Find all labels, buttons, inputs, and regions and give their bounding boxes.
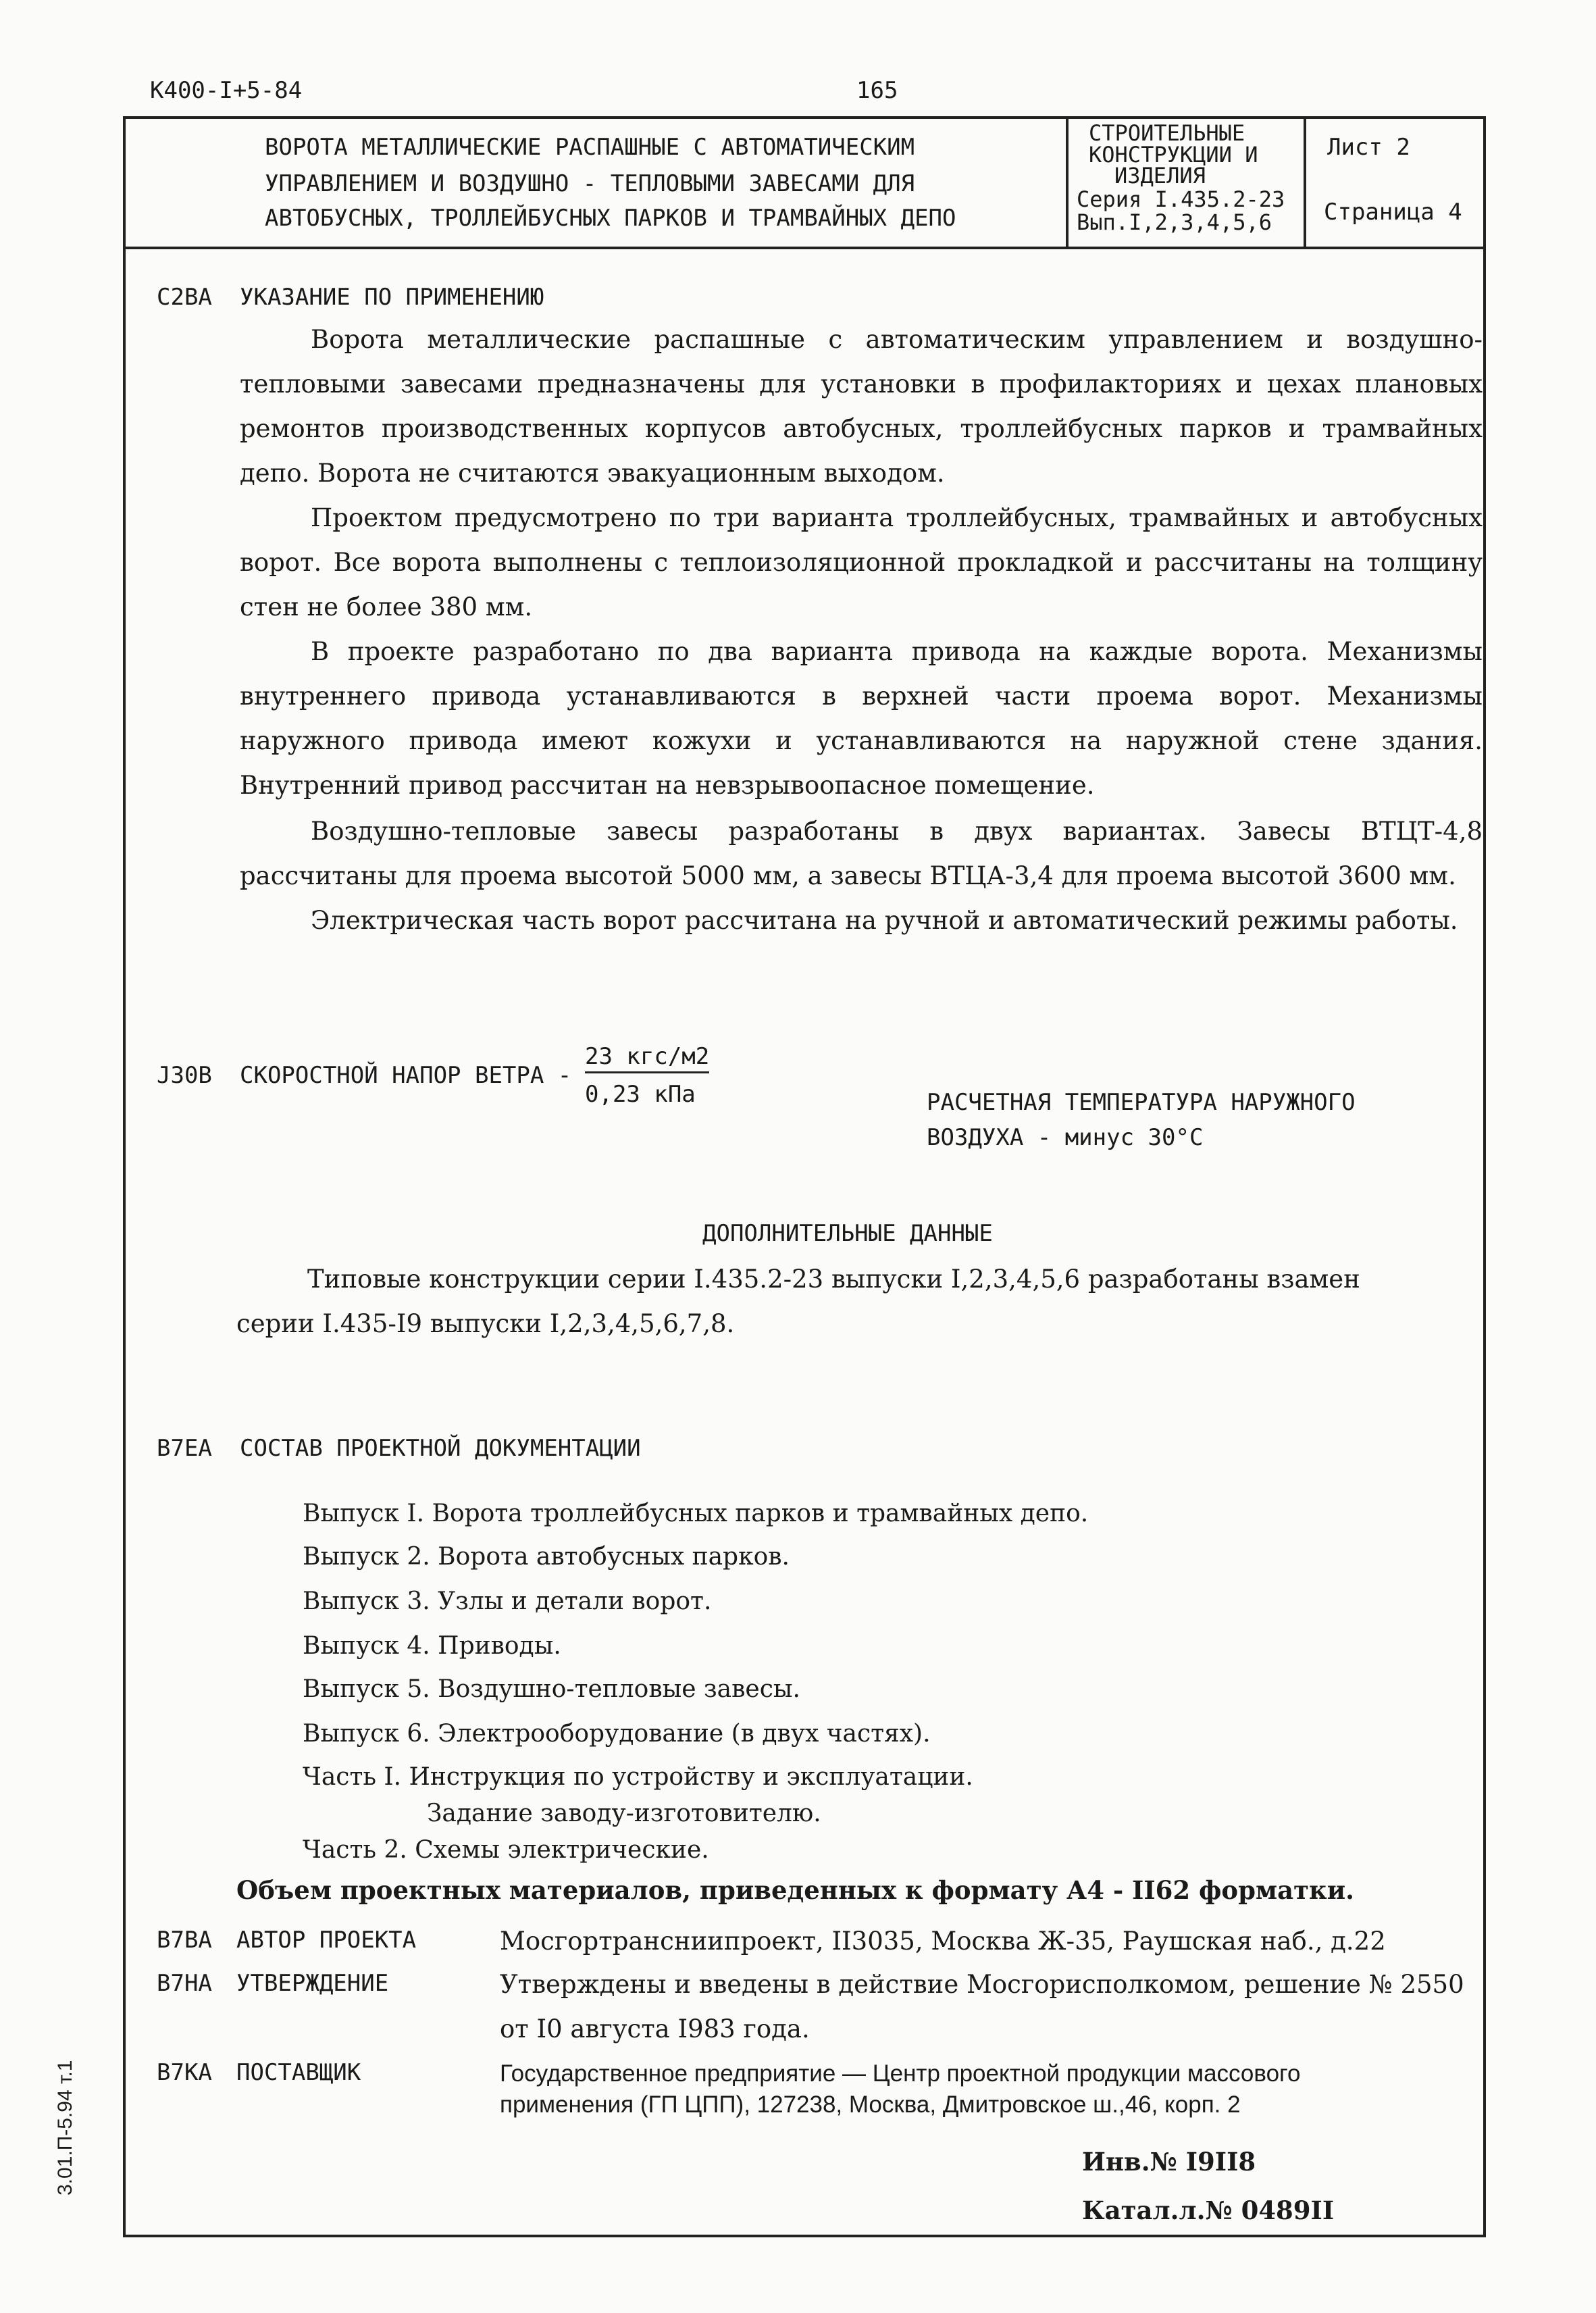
section-code-composition: В7ЕА	[157, 1435, 212, 1462]
additional-data-heading: ДОПОЛНИТЕЛЬНЫЕ ДАННЫЕ	[702, 1220, 993, 1247]
document-code: К400-I+5-84	[150, 77, 303, 104]
supplier-label: ПОСТАВЩИК	[236, 2059, 361, 2086]
list-item: Выпуск 2. Ворота автобусных парков.	[303, 1543, 790, 1571]
title-block-separator	[1304, 116, 1306, 248]
list-item: Выпуск I. Ворота троллейбусных парков и трамвайных депо.	[303, 1500, 1089, 1527]
list-item: Выпуск 6. Электрооборудование (в двух частях).	[303, 1720, 931, 1748]
list-item: Выпуск 5. Воздушно-тепловые завесы.	[303, 1675, 800, 1703]
page-label: Страница 4	[1324, 199, 1462, 226]
wind-value-kgs: 23 кгс/м2	[585, 1043, 709, 1073]
title-line: ВОРОТА МЕТАЛЛИЧЕСКИЕ РАСПАШНЫЕ С АВТОМАТИЧЕСКИМ	[265, 134, 915, 161]
temperature-value	[927, 1124, 1203, 1151]
title-block-divider	[123, 247, 1486, 249]
wind-value-kpa: 0,23 кПа	[585, 1081, 696, 1108]
list-item: Часть 2. Схемы электрические.	[303, 1836, 709, 1864]
section-heading-composition: СОСТАВ ПРОЕКТНОЙ ДОКУМЕНТАЦИИ	[240, 1435, 641, 1462]
list-item: Часть I. Инструкция по устройству и эксплуатации.	[303, 1763, 973, 1791]
page-number: 165	[856, 77, 898, 104]
section-code-usage: С2ВА	[157, 284, 212, 311]
supplier-value: Государственное предприятие — Центр проектной продукции массового	[500, 2060, 1301, 2087]
materials-volume: Объем проектных материалов, приведенных к формату А4 - II62 форматки.	[236, 1875, 1355, 1905]
section-code-supplier: В7КА	[157, 2059, 212, 2086]
author-label: АВТОР ПРОЕКТА	[236, 1927, 417, 1954]
list-item: Выпуск 3. Узлы и детали ворот.	[303, 1587, 712, 1615]
catalog-sheet-number: Катал.л.№ 0489II	[1082, 2195, 1335, 2225]
temperature-unit: °С	[1175, 1124, 1204, 1151]
section-heading-usage: УКАЗАНИЕ ПО ПРИМЕНЕНИЮ	[240, 284, 544, 311]
title-line: УПРАВЛЕНИЕМ И ВОЗДУШНО - ТЕПЛОВЫМИ ЗАВЕСАМИ ДЛЯ	[265, 170, 915, 197]
list-item: Выпуск 4. Приводы.	[303, 1632, 561, 1660]
section-code-author: В7ВА	[157, 1927, 212, 1954]
usage-paragraph: Ворота металлические распашные с автоматическим управлением и воздушно-тепловыми завесами предназначены для установки в профилакториях и цехах плановых ремонтов производственных корпусов автобусных, троллейбусных парков и трамвайных депо. Ворота не считаются эвакуационным выходом.	[240, 325, 1483, 488]
supplier-address: применения (ГП ЦПП), 127238, Москва, Дмитровское ш.,46, корп. 2	[500, 2091, 1241, 2118]
sheet-number: Лист 2	[1327, 134, 1410, 161]
section-code-approval: В7НА	[157, 1970, 212, 1997]
category-line: СТРОИТЕЛЬНЫЕ	[1089, 120, 1245, 146]
series-number: Серия I.435.2-23	[1077, 186, 1285, 212]
list-item: Задание заводу-изготовителю.	[427, 1800, 821, 1827]
approval-value: Утверждены и введены в действие Мосгорисполкомом, решение № 2550	[500, 1970, 1464, 1999]
category-line: ИЗДЕЛИЯ	[1114, 163, 1206, 188]
title-line: АВТОБУСНЫХ, ТРОЛЛЕЙБУСНЫХ ПАРКОВ И ТРАМВАЙНЫХ ДЕПО	[265, 205, 956, 232]
additional-data-line: Типовые конструкции серии I.435.2-23 выпуски I,2,3,4,5,6 разработаны взамен	[307, 1265, 1360, 1294]
temperature-text: ВОЗДУХА - минус 30	[927, 1124, 1176, 1151]
usage-paragraph: Воздушно-тепловые завесы разработаны в двух вариантах. Завесы ВТЦТ-4,8 рассчитаны для проема высотой 5000 мм, а завесы ВТЦА-3,4 для проема высотой 3600 мм.	[240, 817, 1483, 890]
author-value: Мосгортрансниипроект, II3035, Москва Ж-35, Раушская наб., д.22	[500, 1927, 1386, 1956]
section-code-wind: J30В	[157, 1062, 212, 1089]
category-line: КОНСТРУКЦИИ И	[1089, 142, 1258, 168]
inventory-number: Инв.№ I9II8	[1082, 2147, 1256, 2177]
title-block-separator	[1066, 116, 1069, 248]
usage-paragraph: Проектом предусмотрено по три варианта троллейбусных, трамвайных и автобусных ворот. Все ворота выполнены с теплоизоляционной прокладкой и рассчитаны на толщину стен не более 380 мм.	[240, 503, 1483, 621]
wind-label: СКОРОСТНОЙ НАПОР ВЕТРА -	[240, 1062, 572, 1089]
temperature-line: РАСЧЕТНАЯ ТЕМПЕРАТУРА НАРУЖНОГО	[927, 1089, 1356, 1116]
side-stamp: 3.01.П-5.94 т.1	[54, 2060, 76, 2195]
additional-data-line: серии I.435-I9 выпуски I,2,3,4,5,6,7,8.	[236, 1309, 735, 1338]
approval-label: УТВЕРЖДЕНИЕ	[236, 1970, 389, 1997]
approval-date: от I0 августа I983 года.	[500, 2014, 810, 2043]
usage-paragraph: Электрическая часть ворот рассчитана на ручной и автоматический режимы работы.	[311, 906, 1458, 935]
usage-paragraph: В проекте разработано по два варианта привода на каждые ворота. Механизмы внутреннего привода устанавливаются в верхней части проема ворот. Механизмы наружного привода имеют кожухи и устанавливаются на наружной стене здания. Внутренний привод рассчитан на невзрывоопасное помещение.	[240, 637, 1483, 800]
issue-numbers: Вып.I,2,3,4,5,6	[1077, 209, 1272, 235]
